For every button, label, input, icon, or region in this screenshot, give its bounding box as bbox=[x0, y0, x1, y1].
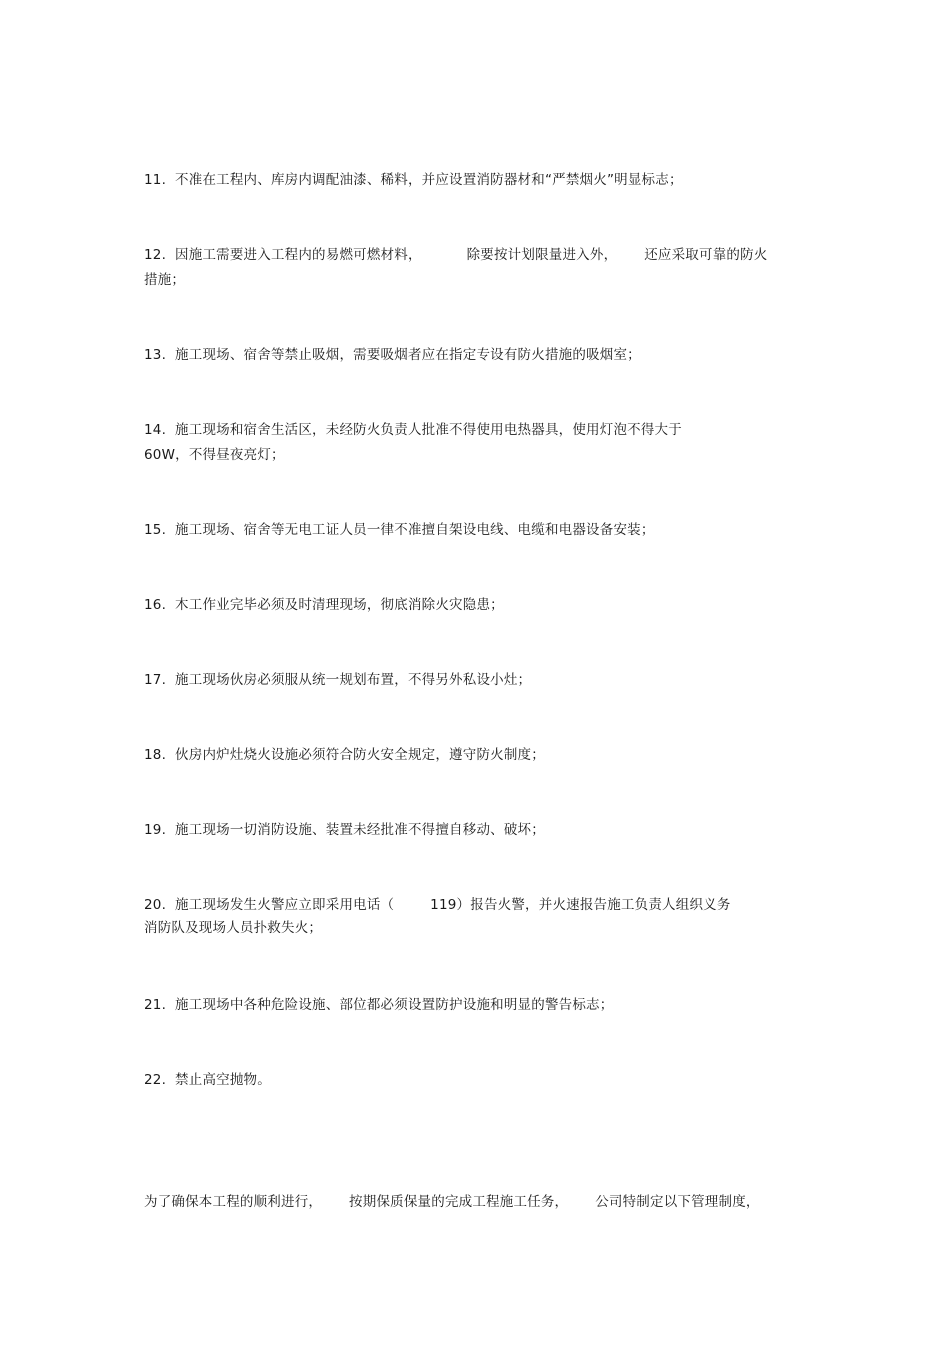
rule-12-line-2: 措施； bbox=[144, 272, 186, 288]
rule-20-line-2: 消防队及现场人员扑救失火； bbox=[144, 920, 323, 936]
rule-14-line-2: 60W，不得昼夜亮灯； bbox=[144, 447, 285, 463]
rule-20-line-1: 20. 施工现场发生火警应立即采用电话（ 119）报告火警，并火速报告施工负责人组织义务 bbox=[144, 897, 731, 913]
rule-17-line-1: 17. 施工现场伙房必须服从统一规划布置，不得另外私设小灶； bbox=[144, 672, 532, 688]
rule-19-line-1: 19. 施工现场一切消防设施、装置未经批准不得擅自移动、破坏； bbox=[144, 822, 545, 838]
rule-21-line-1: 21. 施工现场中各种危险设施、部位都必须设置防护设施和明显的警告标志； bbox=[144, 997, 614, 1013]
rule-16-line-1: 16. 木工作业完毕必须及时清理现场，彻底消除火灾隐患； bbox=[144, 597, 504, 613]
rule-11-line-1: 11. 不准在工程内、库房内调配油漆、稀料，并应设置消防器材和“严禁烟火”明显标志； bbox=[144, 172, 683, 188]
rule-18-line-1: 18. 伙房内炉灶烧火设施必须符合防火安全规定，遵守防火制度； bbox=[144, 747, 545, 763]
rule-12-line-1: 12. 因施工需要进入工程内的易燃可燃材料， 除要按计划限量进入外， 还应采取可靠的防火 bbox=[144, 247, 768, 263]
rule-13-line-1: 13. 施工现场、宿舍等禁止吸烟，需要吸烟者应在指定专设有防火措施的吸烟室； bbox=[144, 347, 641, 363]
rule-14-line-1: 14. 施工现场和宿舍生活区，未经防火负责人批准不得使用电热器具，使用灯泡不得大于 bbox=[144, 422, 682, 438]
rule-15-line-1: 15. 施工现场、宿舍等无电工证人员一律不准擅自架设电线、电缆和电器设备安装； bbox=[144, 522, 655, 538]
closing-paragraph: 为了确保本工程的顺利进行， 按期保质保量的完成工程施工任务， 公司特制定以下管理制度， bbox=[144, 1194, 760, 1210]
rule-22-line-1: 22. 禁止高空抛物。 bbox=[144, 1072, 271, 1088]
